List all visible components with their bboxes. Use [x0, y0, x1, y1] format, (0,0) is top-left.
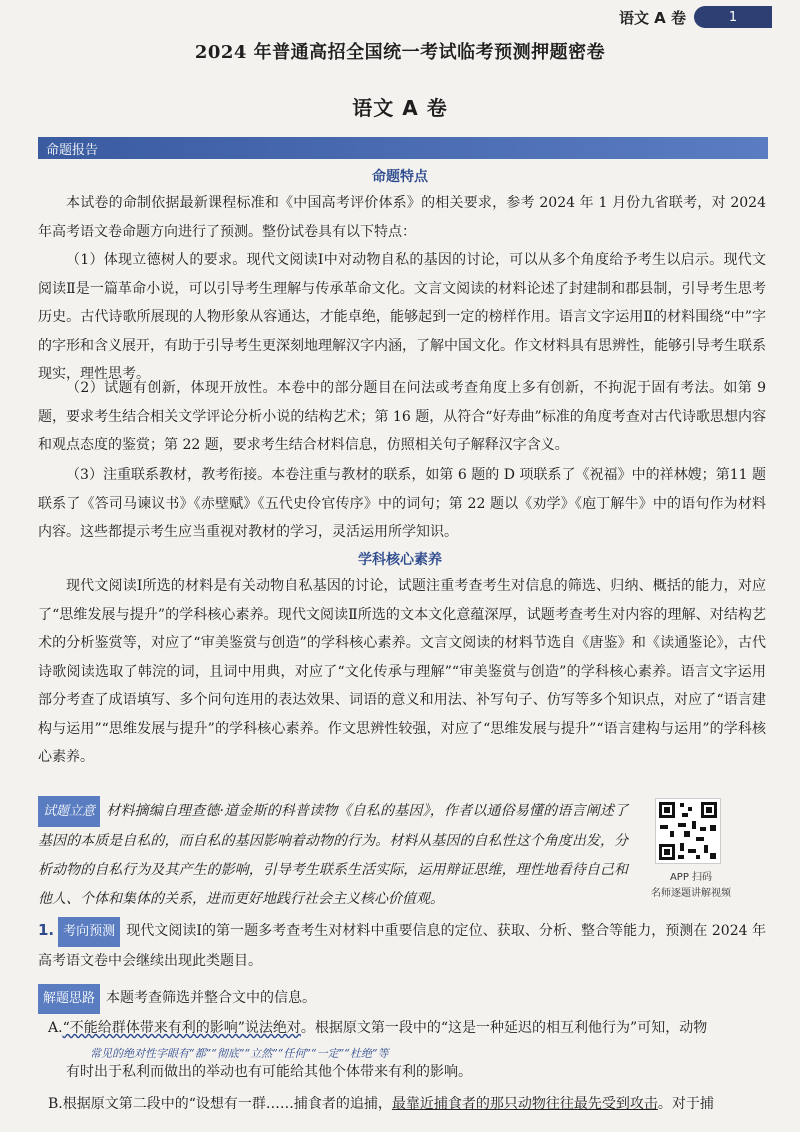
- section-bar-label: 命题报告: [46, 142, 99, 158]
- qr-caption-video: 名师逐题讲解视频: [651, 888, 731, 899]
- option-a-wrong: 说法绝对: [244, 1020, 301, 1036]
- point3-paragraph: （3）注重联系教材，教考衔接。本卷注重与教材的联系，如第 6 题的 D 项联系了《祝福》中的祥林嫂；第11 题联系了《答司马谏议书》《赤壁赋》《五代史伶官传序》中的词句；第 22 题以《劝学》《庖丁解牛》中的语句作为材料内容。这些都提示考生应当重视对教材的学习，灵活运用所学知识。: [38, 467, 766, 540]
- features-heading: 命题特点: [372, 169, 428, 185]
- question1-forecast: [38, 916, 766, 975]
- option-b-text1: 根据原文第二段中的“设想有一群……捕食者的追捕，: [62, 1096, 392, 1112]
- question1-approach: [38, 984, 766, 1014]
- sub-title: 语文 A 卷: [352, 96, 448, 120]
- qr-code[interactable]: [655, 798, 721, 864]
- option-b: [48, 1090, 766, 1118]
- option-a-prefix: A.: [48, 1020, 63, 1036]
- stamp-approach: 解题思路: [38, 984, 100, 1014]
- corner-title: 语文 A 卷: [618, 8, 686, 27]
- option-a-rest: 。根据原文第一段中的“这是一种延迟的相互利他行为”可知，动物: [300, 1020, 708, 1036]
- option-b-text2: 。对于捕: [657, 1096, 714, 1112]
- point2-paragraph: （2）试题有创新，体现开放性。本卷中的部分题目在问法或考查角度上多有创新，不拘泥于固有考法。如第 9 题，要求考生结合相关文学评论分析小说的结构艺术；第 16 题，从符合“好寿曲”标准的角度考查对古代诗歌思想内容和观点态度的鉴赏；第 22 题，要求考生结合材料信息，仿照相关句子解释汉字含义。: [38, 380, 766, 453]
- page-number: 1: [694, 6, 772, 28]
- literacy-paragraph: 现代文阅读Ⅰ所选的材料是有关动物自私基因的讨论，试题注重考查考生对信息的筛选、归纳、概括的能力，对应了“思维发展与提升”的学科核心素养。现代文阅读Ⅱ所选的文本文化意蕴深厚，试题考查考生对内容的理解、对结构艺术的分析鉴赏等，对应了“审美鉴赏与创造”的学科核心素养。文言文阅读的材料节选自《唐鉴》和《读通鉴论》，古代诗歌阅读选取了韩浣的词，且词中用典，对应了“文化传承与理解”“审美鉴赏与创造”的学科核心素养。语言文字运用部分考查了成语填写、多个问句连用的表达效果、词语的意义和用法、补写句子、仿写等多个知识点，对应了“语言建构与运用”“思维发展与提升”的学科核心素养。作文思辨性较强，对应了“思维发展与提升”“语言建构与运用”的学科核心素养。: [38, 578, 766, 765]
- option-a-continued: 有时出于私利而做出的举动也有可能给其他个体带来有利的影响。: [66, 1064, 472, 1080]
- analysis-block: [38, 796, 628, 914]
- option-b-prefix: B.: [48, 1096, 63, 1112]
- forecast-text: 现代文阅读Ⅰ的第一题多考查考生对材料中重要信息的定位、获取、分析、整合等能力，预测在 2024 年高考语文卷中会继续出现此类题目。: [38, 923, 766, 969]
- qr-code-icon: [656, 799, 720, 863]
- approach-text: 本题考查筛选并整合文中的信息。: [106, 990, 317, 1006]
- qr-caption-scan: APP 扫码: [669, 872, 713, 883]
- page-header-tab: [619, 6, 772, 28]
- question-number: 1.: [38, 921, 55, 939]
- main-title: 2024 年普通高招全国统一考试临考预测押题密卷: [194, 42, 606, 63]
- point1-paragraph: （1）体现立德树人的要求。现代文阅读Ⅰ中对动物自私的基因的讨论，可以从多个角度给予考生以启示。现代文阅读Ⅱ是一篇革命小说，可以引导考生理解与传承革命文化。文言文阅读的材料论述了封建制和郡县制，引导考生思考历史。古代诗歌所展现的人物形象从容通达，才能卓绝，能够起到一定的榜样作用。语言文字运用Ⅱ的材料围绕“中”字的字形和含义展开，有助于引导考生更深刻地理解汉字内涵，了解中国文化。作文材料具有思辨性，能够引导考生联系现实，理性思考。: [38, 252, 766, 382]
- intro-paragraph: 本试卷的命制依据最新课程标准和《中国高考评价体系》的相关要求，参考 2024 年 1 月份九省联考，对 2024 年高考语文卷命题方向进行了预测。整份试卷具有以下特点：: [38, 195, 766, 240]
- option-b-underlined: 最靠近捕食者的那只动物往往最先受到攻击: [391, 1096, 658, 1112]
- stamp-intent: 试题立意: [38, 796, 100, 827]
- option-a-quote: “不能给群体带来有利的影响”: [62, 1020, 245, 1036]
- option-a: [48, 1014, 766, 1042]
- literacy-heading: 学科核心素养: [358, 552, 442, 568]
- section-bar-report: [38, 137, 768, 159]
- option-a-annotation: 常见的绝对性字眼有“都”“彻底”“立然”“任何”“一定”“杜绝”等: [90, 1047, 389, 1060]
- analysis-text: 材料摘编自理查德·道金斯的科普读物《自私的基因》，作者以通俗易懂的语言阐述了基因的本质是自私的，而自私的基因影响着动物的行为。材料从基因的自私性这个角度出发，分析动物的自私行为及其产生的影响，引导考生联系生活实际，运用辩证思维，理性地看待自己和他人、个体和集体的关系，进而更好地践行社会主义核心价值观。: [38, 803, 628, 907]
- stamp-forecast: 考向预测: [58, 917, 120, 947]
